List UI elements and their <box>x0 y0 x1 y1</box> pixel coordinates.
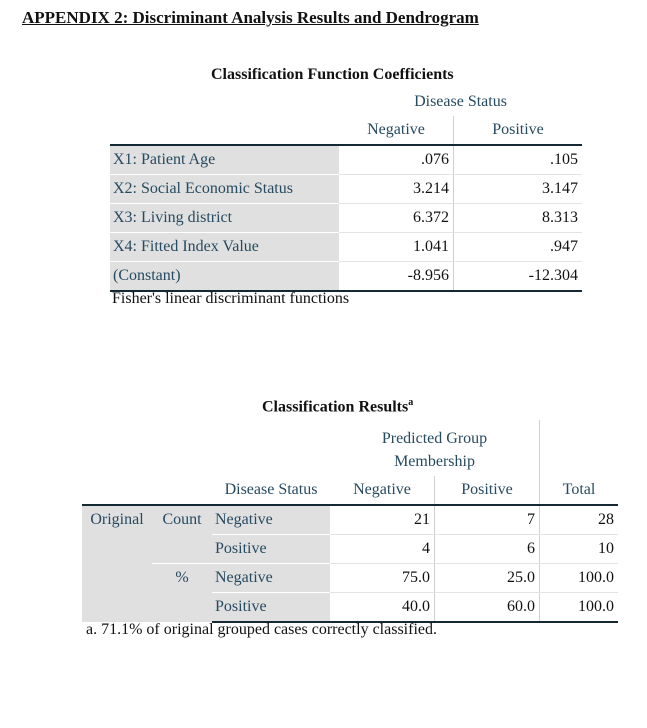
class-table-title-sup: a <box>408 397 414 408</box>
class-cell: 60.0 <box>435 593 540 623</box>
class-row-label: Negative <box>212 564 330 593</box>
coef-col-positive: Positive <box>492 121 544 138</box>
class-footnote: a. 71.1% of original grouped cases correctly classified. <box>86 621 437 638</box>
class-table <box>82 420 618 623</box>
coef-cell: .105 <box>454 145 583 175</box>
coef-cell: -8.956 <box>339 262 454 292</box>
coef-cell: 3.147 <box>454 175 583 204</box>
coef-group-header: Disease Status <box>414 93 507 110</box>
class-col-total: Total <box>562 481 596 498</box>
coef-table <box>110 88 582 292</box>
coef-cell: 3.214 <box>339 175 454 204</box>
predicted-header-line2: Membership <box>394 453 475 470</box>
class-cell: 100.0 <box>540 564 619 593</box>
row-var-header: Disease Status <box>224 481 318 498</box>
coef-row-label: (Constant) <box>110 262 339 292</box>
class-cell: 6 <box>435 535 540 564</box>
coef-cell: .947 <box>454 233 583 262</box>
class-cell: 28 <box>540 505 619 535</box>
class-row-label: Negative <box>212 505 330 535</box>
coef-cell: 1.041 <box>339 233 454 262</box>
coef-cell: 8.313 <box>454 204 583 233</box>
coef-cell: -12.304 <box>454 262 583 292</box>
coef-cell: 6.372 <box>339 204 454 233</box>
original-label: Original <box>82 505 152 622</box>
class-cell: 4 <box>330 535 435 564</box>
class-cell: 100.0 <box>540 593 619 623</box>
class-cell: 10 <box>540 535 619 564</box>
coef-row-label: X3: Living district <box>110 204 339 233</box>
coef-col-negative: Negative <box>339 116 454 145</box>
coef-table-title: Classification Function Coefficients <box>211 66 454 83</box>
coef-cell: .076 <box>339 145 454 175</box>
class-row-label: Positive <box>212 535 330 564</box>
class-col-negative: Negative <box>330 476 435 505</box>
class-cell: 7 <box>435 505 540 535</box>
coef-row-label: X4: Fitted Index Value <box>110 233 339 262</box>
class-cell: 40.0 <box>330 593 435 623</box>
coef-row-label: X2: Social Economic Status <box>110 175 339 204</box>
page-heading: APPENDIX 2: Discriminant Analysis Results and Dendrogram <box>22 8 479 27</box>
coef-footnote: Fisher's linear discriminant functions <box>112 290 350 307</box>
class-table-title <box>262 397 413 416</box>
class-table-title-text: Classification Results <box>262 398 409 416</box>
class-row-label: Positive <box>212 593 330 623</box>
class-col-positive: Positive <box>435 476 540 505</box>
percent-label: % <box>152 564 212 623</box>
count-label: Count <box>152 505 212 564</box>
class-cell: 21 <box>330 505 435 535</box>
class-cell: 25.0 <box>435 564 540 593</box>
predicted-header-line1: Predicted Group <box>381 430 488 447</box>
coef-row-label: X1: Patient Age <box>110 145 339 175</box>
class-cell: 75.0 <box>330 564 435 593</box>
